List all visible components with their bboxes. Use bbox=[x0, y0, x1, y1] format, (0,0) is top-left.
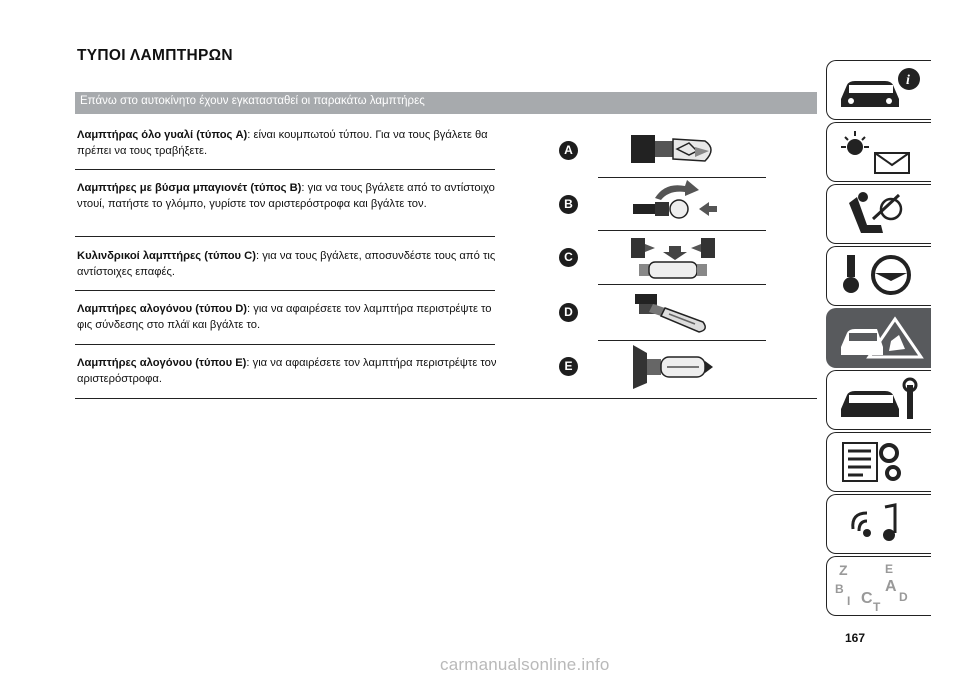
bulb-type-b-icon bbox=[625, 180, 725, 228]
lamp-name: Λαμπτήρες με βύσμα μπαγιονέτ (τύπος B) bbox=[77, 182, 302, 194]
row-divider bbox=[75, 290, 495, 291]
tab-technical-data[interactable] bbox=[826, 432, 931, 492]
index-letter: Z bbox=[839, 562, 848, 578]
banner-text: Επάνω στο αυτοκίνητο έχουν εγκατασταθεί οι παρακάτω λαμπτήρες bbox=[80, 95, 425, 107]
tab-maintenance[interactable] bbox=[826, 370, 931, 430]
tab-car-info[interactable] bbox=[826, 60, 931, 120]
svg-text:i: i bbox=[906, 73, 910, 88]
watermark: carmanualsonline.info bbox=[440, 655, 610, 674]
lamp-text: : για να τους βγάλετε από το αντίστοιχο ντουί, πατήστε το γλόμπο, γυρίστε τον αριστερόστροφα και βγάλτε τον. bbox=[77, 182, 495, 210]
index-letter: D bbox=[899, 590, 908, 604]
image-divider bbox=[598, 284, 766, 285]
lamp-description-c bbox=[77, 249, 497, 280]
alphabetical-index-icon bbox=[833, 561, 929, 611]
index-letter: B bbox=[835, 582, 844, 596]
row-divider bbox=[75, 169, 495, 170]
car-maintenance-icon bbox=[833, 375, 929, 425]
type-badge-c: C bbox=[559, 248, 578, 267]
row-divider bbox=[75, 344, 495, 345]
index-letter: A bbox=[885, 578, 897, 595]
page-number: 167 bbox=[845, 631, 866, 645]
lamp-text: : για να αφαιρέσετε τον λαμπτήρα περιστρέψτε τον αριστερόστροφα. bbox=[77, 357, 497, 385]
index-letter: C bbox=[861, 590, 873, 607]
section-banner bbox=[75, 92, 817, 114]
tab-index[interactable] bbox=[826, 556, 931, 616]
index-letter: E bbox=[885, 562, 894, 576]
chapter-tabs bbox=[826, 0, 960, 620]
multimedia-icon bbox=[833, 499, 929, 549]
car-info-icon bbox=[833, 65, 929, 115]
tab-safety[interactable] bbox=[826, 184, 931, 244]
car-emergency-icon bbox=[833, 313, 929, 363]
index-letter: T bbox=[873, 600, 881, 611]
bulb-type-a-icon bbox=[625, 129, 725, 173]
lamp-name: Λαμπτήρες αλογόνου (τύπου E) bbox=[77, 357, 247, 369]
technical-data-icon bbox=[833, 437, 929, 487]
type-badge-d: D bbox=[559, 303, 578, 322]
lamp-name: Κυλινδρικοί λαμπτήρες (τύπου C) bbox=[77, 250, 256, 262]
bulb-type-c-icon bbox=[625, 234, 725, 282]
lamp-description-d bbox=[77, 302, 497, 333]
lamp-text: : για να αφαιρέσετε τον λαμπτήρα περιστρέψτε το φις σύνδεσης στο πλάϊ και βγάλτε το. bbox=[77, 303, 492, 331]
index-letter: I bbox=[847, 594, 851, 608]
image-divider bbox=[598, 230, 766, 231]
table-bottom-rule bbox=[75, 398, 817, 399]
page-title: ΤΥΠΟΙ ΛΑΜΠΤΗΡΩΝ bbox=[77, 47, 233, 64]
type-badge-b: B bbox=[559, 195, 578, 214]
lamp-description-e bbox=[77, 356, 497, 387]
tab-starting[interactable] bbox=[826, 246, 931, 306]
row-divider bbox=[75, 236, 495, 237]
tab-warning-lights[interactable] bbox=[826, 122, 931, 182]
key-steering-wheel-icon bbox=[833, 251, 929, 301]
bulb-type-d-icon bbox=[625, 286, 725, 338]
lamp-text: : για να τους βγάλετε, αποσυνδέστε τους από τις αντίστοιχες επαφές. bbox=[77, 250, 496, 278]
lamp-name: Λαμπτήρας όλο γυαλί (τύπος A) bbox=[77, 129, 248, 141]
type-badge-a: A bbox=[559, 141, 578, 160]
bulb-type-e-icon bbox=[625, 341, 725, 393]
tab-emergency[interactable] bbox=[826, 308, 931, 368]
lamp-description-b bbox=[77, 181, 497, 212]
tab-multimedia[interactable] bbox=[826, 494, 931, 554]
seat-airbag-icon bbox=[833, 189, 929, 239]
lamp-description-a bbox=[77, 128, 497, 159]
image-divider bbox=[598, 177, 766, 178]
warning-lights-message-icon bbox=[833, 127, 929, 177]
lamp-text: : είναι κουμπωτού τύπου. Για να τους βγάλετε θα πρέπει να τους τραβήξετε. bbox=[77, 129, 488, 157]
lamp-name: Λαμπτήρες αλογόνου (τύπου D) bbox=[77, 303, 248, 315]
type-badge-e: E bbox=[559, 357, 578, 376]
